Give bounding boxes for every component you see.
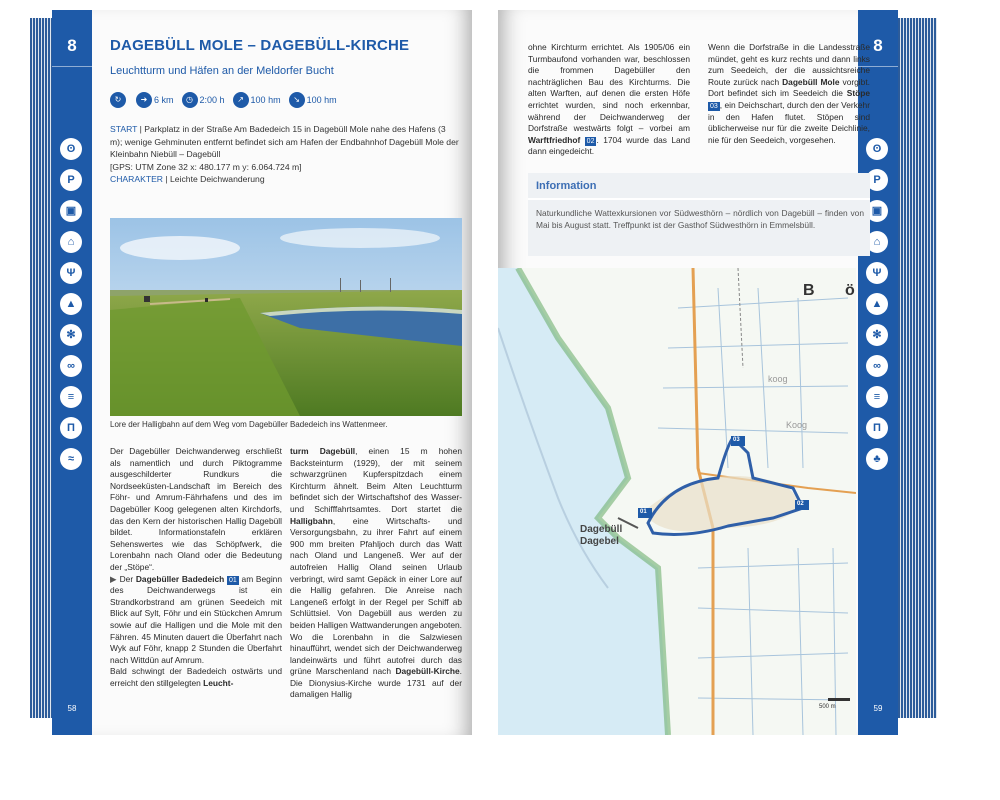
right-page [498, 10, 898, 735]
left-col1-p2-a: Der [119, 573, 136, 584]
map-waypoint-02: 02 [797, 501, 804, 507]
tree-icon: ♣ [866, 448, 888, 470]
parking-icon: P [60, 169, 82, 191]
distance-value: 6 km [154, 95, 174, 105]
snowflake-icon: ✻ [60, 324, 82, 346]
restaurant-icon: Ψ [866, 262, 888, 284]
left-col1-p3-b: Leucht- [203, 677, 234, 688]
left-column-2 [290, 446, 462, 701]
warftfriedhof-name: Warftfriedhof [528, 134, 581, 145]
left-col1-p3-a: Bald schwingt der Badedeich ostwärts und erreicht den stillgelegten [110, 666, 282, 688]
museum-icon: Π [866, 417, 888, 439]
summit-icon: ▲ [60, 293, 82, 315]
swimming-icon: ≈ [60, 448, 82, 470]
restaurant-icon: Ψ [60, 262, 82, 284]
cablecar-icon: ⌂ [60, 231, 82, 253]
map-waypoint-03: 03 [733, 437, 740, 443]
right-col2-e: , ein Deichschart, durch den der Verkehr in den Hafen flutet. Stöpen sind üblicherweise nur für die zweite Deichlinie, nie für den Seedeich, vorgesehen. [708, 99, 870, 145]
halligbahn-photo [110, 218, 462, 416]
right-column-2 [708, 42, 870, 146]
right-col2-a: Wenn die Dorfstraße in die Landesstraße mündet, geht es kurz rechts und dann links zum Seedeich, der die aussichtsreiche Route zurück nach [708, 42, 870, 87]
map-waypoint-01: 01 [640, 509, 647, 515]
leuchtturm-name: turm Dagebüll [290, 446, 356, 456]
map-koog-label-1: koog [768, 374, 788, 384]
tour-number-right: 8 [873, 36, 883, 55]
pictogram-column [60, 138, 84, 479]
arrow-marker-icon: ▶ [110, 573, 120, 584]
descent-icon: ↘ [289, 92, 305, 108]
ascent-icon: ↗ [233, 92, 249, 108]
tour-stats [110, 90, 345, 110]
information-title: Information [536, 180, 597, 192]
snowflake-icon: ✻ [866, 324, 888, 346]
start-label: START [110, 124, 138, 134]
bus-icon: ▣ [866, 200, 888, 222]
photo-caption: Lore der Halligbahn auf dem Weg vom Dagebüller Badedeich ins Wattenmeer. [110, 420, 388, 429]
map-koog-label-2: Koog [786, 420, 808, 430]
badedeich-name: Dagebüller Badedeich [135, 573, 225, 584]
bicycle-icon: ∞ [866, 355, 888, 377]
waypoint-badge-01: 01 [229, 576, 237, 584]
time-stat [182, 92, 225, 108]
map-letter-b: B [803, 282, 815, 299]
tour-number: 8 [67, 36, 77, 55]
map-town-dagebuell: Dagebüll [580, 524, 623, 535]
train-icon: ≡ [866, 386, 888, 408]
train-icon: ≡ [60, 386, 82, 408]
page-edges-right [897, 18, 937, 718]
loop-stat [110, 92, 128, 108]
left-page [52, 10, 472, 735]
bear-icon: ʘ [866, 138, 888, 160]
loop-icon: ↻ [110, 92, 126, 108]
bicycle-icon: ∞ [60, 355, 82, 377]
right-col1-c: . 1704 wurde das Land dann eingedeicht. [528, 134, 690, 157]
museum-icon: Π [60, 417, 82, 439]
page-number-right: 59 [873, 704, 883, 713]
left-col2-p2-a: Wo die Lorenbahn in die Salzwiesen hinaufführt, wendet sich der Deichwanderweg landeinwärts und führt autofrei durch das grüne Marschenland nach [290, 631, 462, 677]
halligbahn-name: Halligbahn [290, 515, 333, 526]
gps-coordinates: [GPS: UTM Zone 32 x: 480.177 m y: 6.064.724 m] [110, 161, 302, 172]
start-text: | Parkplatz in der Straße Am Badedeich 15 in Dagebüll Mole nahe des Hafens (3 m); wenige Gehminuten entfernt befindet sich am Hafen der Endbahnhof Dagebüll Mole der Kleinbahn Niebüll – Dagebüll [110, 124, 459, 159]
waypoint-badge-02: 02 [586, 137, 595, 145]
left-col2-p1-b: , einen 15 m hohen Backsteinturm (1929), der mit seinem schwarzgrünen Kupferspitzdach einem Kirchturm ähnelt. Beim Alten Leuchtturm befindet sich der Wirtschaftshof des Wasser- und Schifffahrtsamtes. Dort startet die [290, 446, 462, 514]
kirche-name: Dagebüll-Kirche [395, 666, 460, 677]
ascent-stat [233, 92, 281, 108]
information-text: Naturkundliche Wattexkursionen vor Südwesthörn – nördlich von Dagebüll – finden von Mai bis August statt. Treffpunkt ist der Gasthof Südwesthörn in Emmelsbüll. [536, 208, 864, 230]
character-text: | Leichte Deichwanderung [163, 174, 265, 184]
bear-icon: ʘ [60, 138, 82, 160]
character-label: CHARAKTER [110, 174, 164, 184]
left-col1-p2-c: am Beginn des Deichwanderwegs ist ein Strandkorbstrand am grünen Seedeich mit Blick auf Sylt, Föhr und ein Stückchen Amrum sowie auf die Halligen und die Mole mit den Fähren. 45 Minuten dauert die Überfahrt nach Wyk auf Föhr, knapp 2 Stunden die Überfahrt nach Wittdün auf Amrum. [110, 573, 282, 665]
right-col1-a: ohne Kirchturm errichtet. Als 1905/06 ein Turmbaufond vorhanden war, beschlossen die frommen Dagebüller den nachträglichen Bau des Kirchturms. Die alten Warften, auf denen die ersten Höfe errichtet wurden, sind noch erkennbar, während der Deichwanderweg der Dorfstraße westwärts folgt – vorbei am [528, 42, 690, 134]
distance-stat [136, 92, 174, 108]
cablecar-icon: ⌂ [866, 231, 888, 253]
information-divider [528, 198, 870, 200]
clock-icon: ◷ [182, 92, 198, 108]
route-map [498, 268, 856, 735]
stoepe-name: Stöpe [846, 88, 870, 99]
signpost-icon: ➜ [136, 92, 152, 108]
summit-icon: ▲ [866, 293, 888, 315]
right-column-1 [528, 42, 690, 158]
map-letter-o: ö [845, 282, 855, 299]
tour-title: DAGEBÜLL MOLE – DAGEBÜLL-KIRCHE [110, 37, 410, 54]
mole-name: Dagebüll Mole [782, 76, 840, 87]
time-value: 2:00 h [199, 95, 225, 105]
descent-stat [289, 92, 337, 108]
right-col2-c: vorgibt. Dort befindet sich im Seedeich die [708, 76, 870, 99]
left-col1-paragraph1: Der Dagebüller Deichwanderweg erschließt als namentlich und durch Piktogramme ausgeschilderter Rundkurs die Nordseeküsten-Landschaft im Bereich des Föhr- und Amrum-Fährhafens und des im Dagebüller Koog gelegenen alten Kirchdorfs, das den Kern der historischen Hallig Dagebüll bildet. Informationstafeln erklären Sehenswertes wie das Schöpfwerk, die Lorenbahn nach Oland oder die Bedeutung der „Stöpe“. [110, 446, 282, 572]
bus-icon: ▣ [60, 200, 82, 222]
ascent-value: 100 hm [250, 95, 281, 105]
map-scale: 500 m [819, 704, 836, 710]
chapter-tab-left [52, 10, 92, 735]
parking-icon: P [866, 169, 888, 191]
map-town-dagebel: Dagebel [580, 536, 619, 547]
page-number-left: 58 [67, 704, 77, 713]
left-col2-p2-c: . Die Dionysius-Kirche wurde 1731 auf der damaligen Hallig [290, 666, 462, 700]
left-column-1 [110, 446, 282, 689]
waypoint-badge-03: 03 [710, 102, 718, 110]
descent-value: 100 hm [306, 95, 337, 105]
left-col2-p1-d: , eine Wirtschafts- und Versorgungsbahn, zu ihrer Fahrt auf einem 900 mm breiten Pfahljoch durch das Watt nach Oland und Langeneß. Wer auf der autofreien Hallig Oland seinen Urlaub verbringt, wird samt Gepäck in einer Lore auf die Hallig gefahren. Die Anreise nach Langeneß erfolgt in der Regel per Schiff ab Schlüttsiel. Von Dagebüll aus werden zu beiden Halligen Wattwanderungen angeboten. [290, 515, 462, 630]
page-edges-left [30, 18, 54, 718]
tour-subtitle: Leuchtturm und Häfen an der Meldorfer Bucht [110, 65, 334, 77]
start-info [110, 123, 460, 186]
